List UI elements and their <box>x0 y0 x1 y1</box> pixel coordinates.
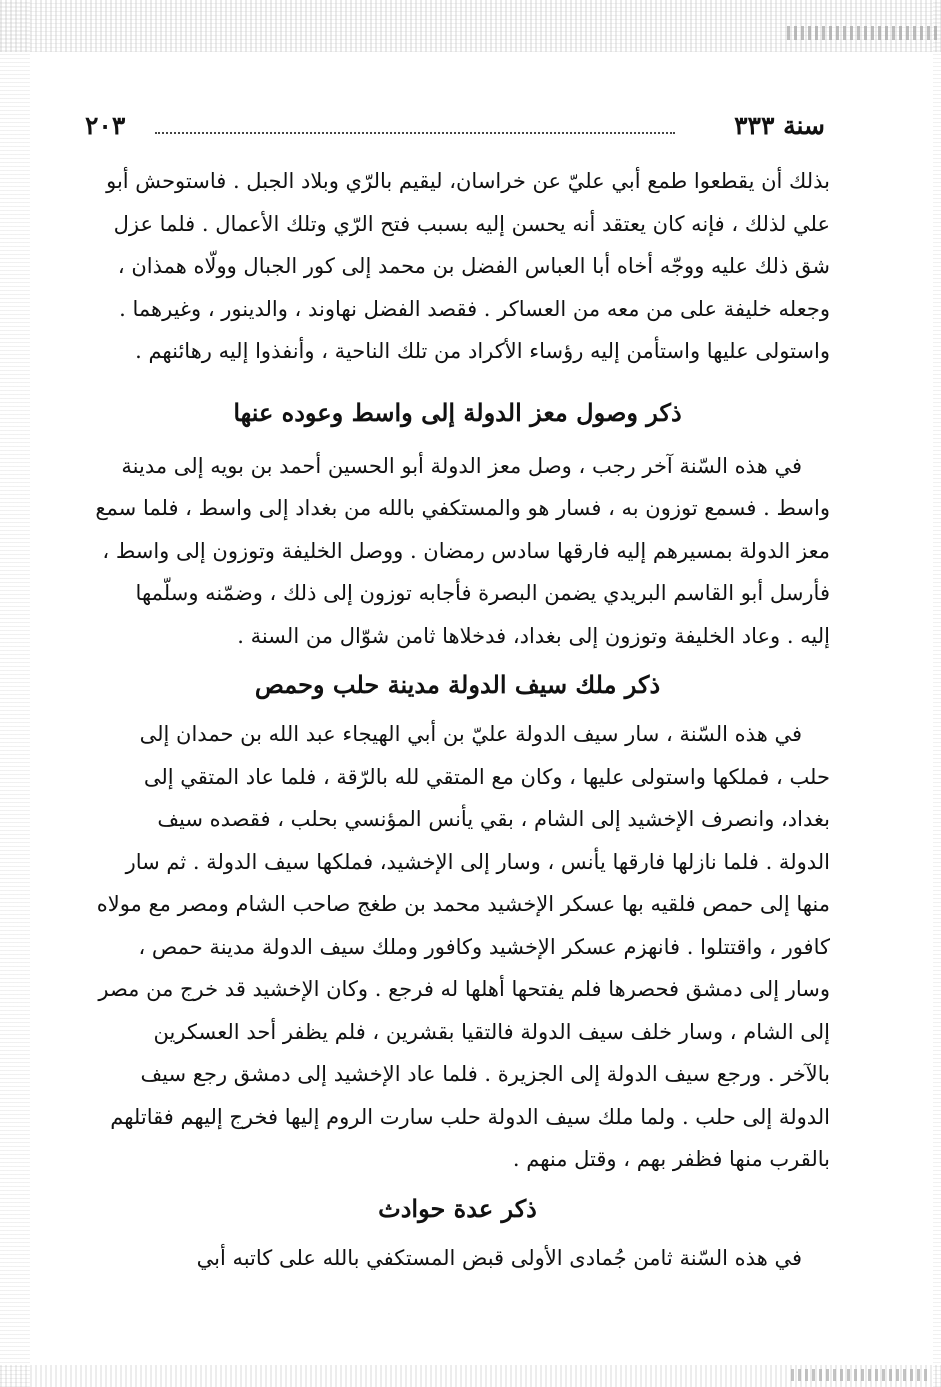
text-line: معز الدولة بمسيرهم إليه فارقها سادس رمضان . ووصل الخليفة وتوزون إلى واسط ، <box>102 538 830 563</box>
scan-border-top <box>0 0 941 52</box>
ornament-bottom <box>791 1369 931 1381</box>
scan-border-right <box>933 0 941 1387</box>
text-line: إلى الشام ، وسار خلف سيف الدولة فالتقيا بقشرين ، فلم يظفر أحد العسكرين <box>153 1019 830 1044</box>
text-line: الدولة إلى حلب . ولما ملك سيف الدولة حلب سارت الروم إليها فخرج إليهم فقاتلهم <box>110 1104 830 1129</box>
text-line: واسط . فسمع توزون به ، فسار هو والمستكفي بالله من بغداد إلى واسط ، فلما سمع <box>95 496 830 520</box>
text-line: واستولى عليها واستأمن إليه رؤساء الأكراد من تلك الناحية ، وأنفذوا إليه رهائنهم . <box>135 339 830 363</box>
section-heading: ذكر وصول معز الدولة إلى واسط وعوده عنها <box>233 397 682 427</box>
page-header <box>85 108 825 144</box>
text-line: علي لذلك ، فإنه كان يعتقد أنه يحسن إليه بسبب فتح الرّي وتلك الأعمال . فلما عزل <box>113 211 830 236</box>
text-line: منها إلى حمص فلقيه بها عسكر الإخشيد محمد بن طغج صاحب الشام ومصر مع مولاه <box>96 892 830 916</box>
header-dotted-leader <box>155 132 675 134</box>
text-line: وجعله خليفة على من معه من العساكر . فقصد الفضل نهاوند ، والدينور ، وغيرهما . <box>119 296 830 321</box>
section-heading: ذكر ملك سيف الدولة مدينة حلب وحمص <box>254 670 661 699</box>
page-body <box>85 160 830 1279</box>
text-line: إليه . وعاد الخليفة وتوزون إلى بغداد، فدخلاها ثامن شوّال من السنة . <box>237 623 830 648</box>
section-heading: ذكر عدة حوادث <box>378 1193 537 1223</box>
text-line: في هذه السّنة آخر رجب ، وصل معز الدولة أبو الحسين أحمد بن بويه إلى مدينة <box>121 453 802 478</box>
text-line: فأرسل أبو القاسم البريدي يضمن البصرة فأجابه توزون إلى ذلك ، وضمّنه وسلّمها <box>135 581 830 605</box>
text-line: في هذه السّنة ، سار سيف الدولة عليّ بن أبي الهيجاء عبد الله بن حمدان إلى <box>139 722 802 746</box>
text-line: في هذه السّنة ثامن جُمادى الأولى قبض المستكفي بالله على كاتبه أبي <box>196 1245 802 1270</box>
text-line: حلب ، فملكها واستولى عليها ، وكان مع المتقي لله بالرّقة ، فلما عاد المتقي إلى <box>143 764 830 789</box>
text-line: الدولة . فلما نازلها فارقها يأنس ، وسار إلى الإخشيد، فملكها سيف الدولة . ثم سار <box>125 849 830 874</box>
running-title: سنة ٣٣٣ <box>734 111 825 140</box>
text-line: بالآخر . ورجع سيف الدولة إلى الجزيرة . فلما عاد الإخشيد إلى دمشق رجع سيف <box>140 1062 830 1086</box>
text-line: بغداد، وانصرف الإخشيد إلى الشام ، بقي يأنس المؤنسي بحلب ، فقصده سيف <box>157 807 830 831</box>
text-line: شق ذلك عليه ووجّه أخاه أبا العباس الفضل بن محمد إلى كور الجبال وولّاه همذان ، <box>117 254 830 278</box>
text-line: بالقرب منها فظفر بهم ، وقتل منهم . <box>512 1147 830 1171</box>
scan-border-bottom <box>0 1365 941 1387</box>
text-line: بذلك أن يقطعوا طمع أبي عليّ عن خراسان، ليقيم بالرّي وبلاد الجبل . فاستوحش أبو <box>106 169 830 193</box>
text-line: وسار إلى دمشق فحصرها فلم يفتحها أهلها له فرجع . وكان الإخشيد قد خرج من مصر <box>98 977 830 1001</box>
ornament-top <box>787 26 937 40</box>
text-line: كافور ، واقتتلوا . فانهزم عسكر الإخشيد وكافور وملك سيف الدولة مدينة حمص ، <box>138 934 830 959</box>
scan-border-left <box>0 0 30 1387</box>
page-number: ٢٠٣ <box>85 111 126 140</box>
